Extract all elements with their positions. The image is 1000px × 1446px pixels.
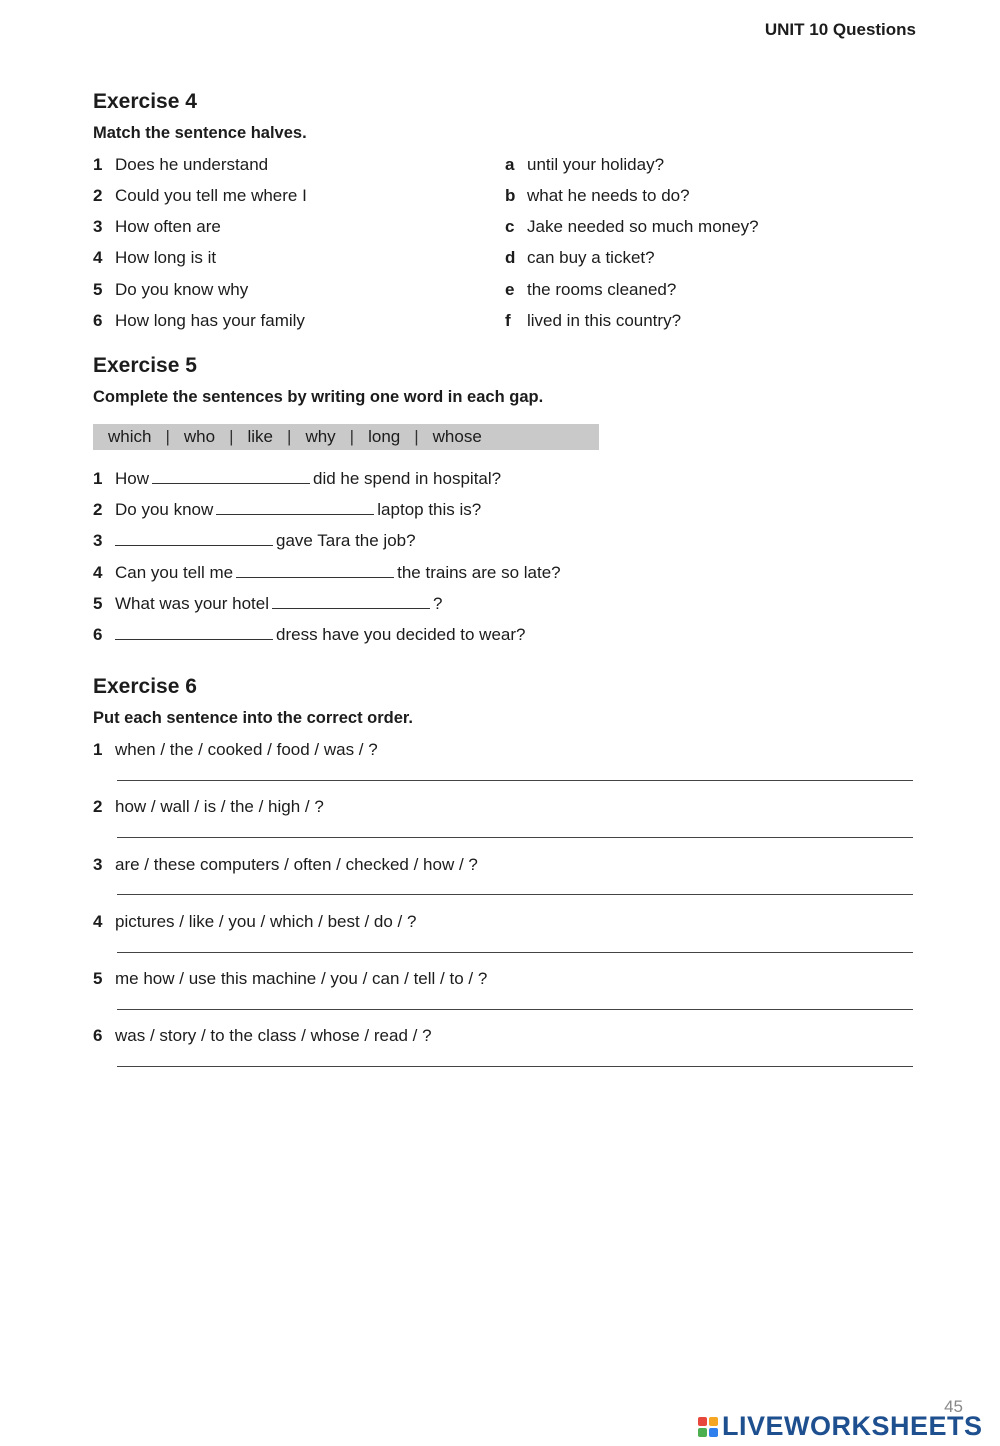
ex4-left-item: 6 How long has your family [93, 311, 305, 330]
logo-text: LIVEWORKSHEETS [722, 1411, 983, 1441]
exercise-5-title: Exercise 5 [93, 354, 197, 377]
exercise-4-title: Exercise 4 [93, 90, 197, 113]
ex4-right-item: d can buy a ticket? [505, 248, 655, 267]
ex4-left-item: 2 Could you tell me where I [93, 186, 307, 205]
ex5-item: 5 What was your hotel ? [93, 594, 443, 613]
word-option: who [183, 427, 216, 446]
exercise-4-instruction: Match the sentence halves. [93, 124, 307, 142]
ex4-right-item: e the rooms cleaned? [505, 280, 677, 299]
answer-line[interactable] [117, 1066, 913, 1067]
answer-gap[interactable] [152, 469, 310, 484]
logo-mark-icon [698, 1417, 718, 1437]
word-separator: | [349, 427, 355, 446]
word-separator: | [165, 427, 170, 446]
answer-gap[interactable] [236, 563, 394, 578]
answer-gap[interactable] [272, 594, 430, 609]
answer-line[interactable] [117, 780, 913, 781]
exercise-6-title: Exercise 6 [93, 675, 197, 698]
ex4-left-item: 4 How long is it [93, 248, 217, 267]
liveworksheets-logo[interactable] [698, 1411, 983, 1442]
ex4-right-item: a until your holiday? [505, 155, 665, 174]
ex4-right-item: f lived in this country? [505, 311, 682, 330]
ex6-item: 3 are / these computers / often / checked / how / ? [93, 855, 478, 874]
answer-line[interactable] [117, 952, 913, 953]
page-number: 45 [944, 1397, 963, 1416]
ex4-left-item: 5 Do you know why [93, 280, 249, 299]
exercise-6-instruction: Put each sentence into the correct order. [93, 709, 414, 727]
word-separator: | [287, 427, 292, 446]
word-box [93, 424, 599, 450]
answer-line[interactable] [117, 837, 913, 838]
ex4-left-item: 1 Does he understand [93, 155, 269, 174]
answer-gap[interactable] [216, 500, 374, 515]
answer-gap[interactable] [115, 531, 273, 546]
ex4-left-item: 3 How often are [93, 217, 221, 236]
ex6-item: 5 me how / use this machine / you / can / tell / to / ? [93, 969, 488, 988]
word-option: long [368, 427, 401, 446]
ex5-item: 3 gave Tara the job? [93, 531, 416, 550]
ex5-item: 4 Can you tell me the trains are so late? [93, 563, 561, 582]
ex4-right-item: c Jake needed so much money? [505, 217, 759, 236]
ex5-item: 6 dress have you decided to wear? [93, 625, 526, 644]
word-option: whose [432, 427, 482, 446]
unit-header: UNIT 10 Questions [764, 20, 916, 39]
answer-line[interactable] [117, 894, 913, 895]
ex6-item: 4 pictures / like / you / which / best / do / ? [93, 912, 417, 931]
word-separator: | [414, 427, 419, 446]
ex6-item: 6 was / story / to the class / whose / read / ? [93, 1026, 432, 1045]
exercise-5-instruction: Complete the sentences by writing one word in each gap. [93, 388, 544, 406]
word-option: like [247, 427, 274, 446]
ex4-right-item: b what he needs to do? [505, 186, 690, 205]
word-separator: | [229, 427, 234, 446]
answer-line[interactable] [117, 1009, 913, 1010]
ex6-item: 2 how / wall / is / the / high / ? [93, 797, 324, 816]
word-option: which [108, 427, 152, 446]
answer-gap[interactable] [115, 625, 273, 640]
ex5-item: 1 How did he spend in hospital? [93, 469, 502, 488]
ex6-item: 1 when / the / cooked / food / was / ? [93, 740, 378, 759]
word-option: why [305, 427, 336, 446]
ex5-item: 2 Do you know laptop this is? [93, 500, 482, 519]
